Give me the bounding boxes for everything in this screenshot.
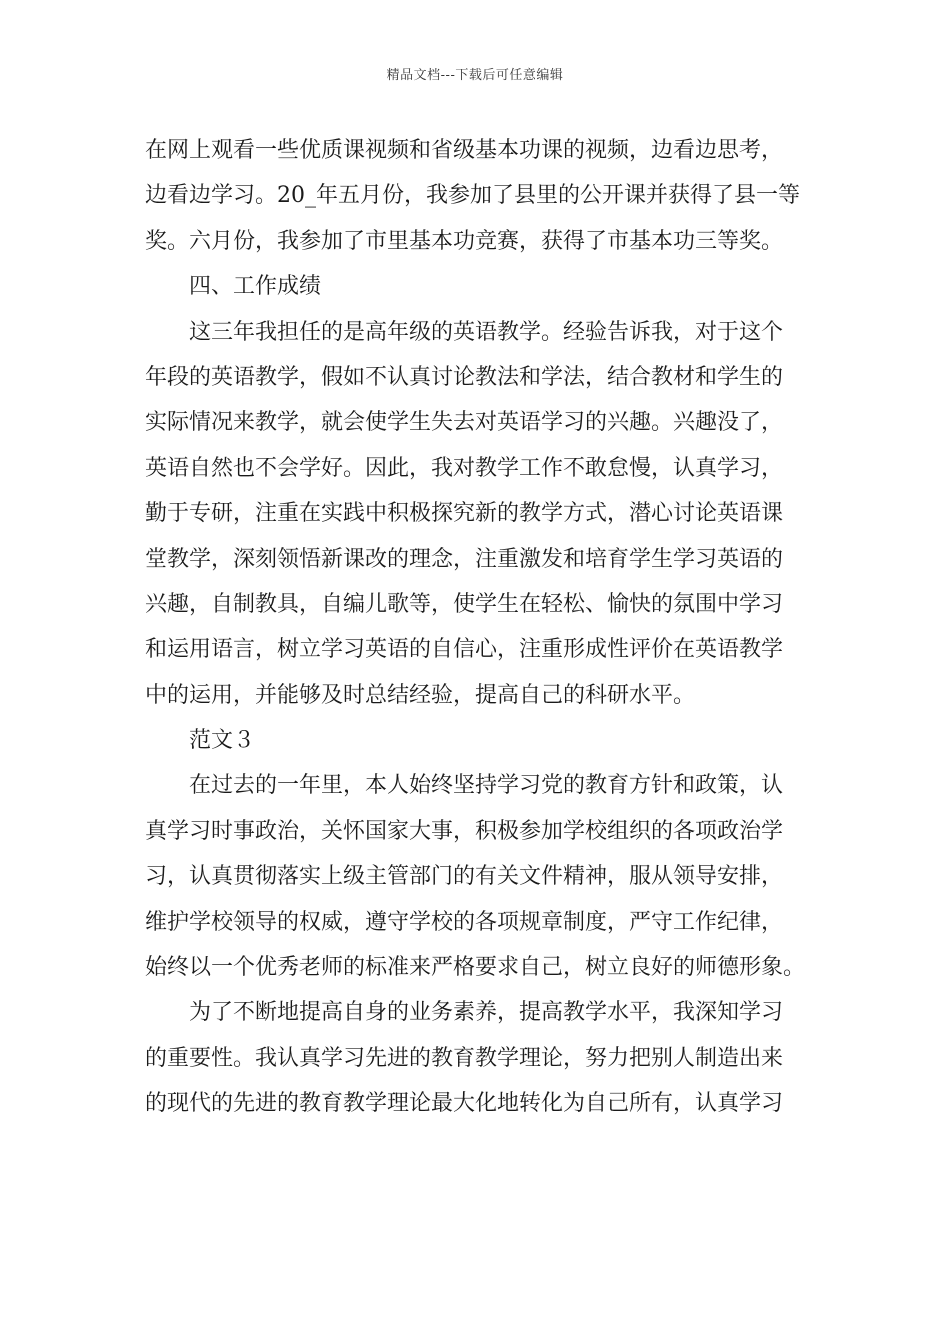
text-line: 范文３ <box>189 728 256 754</box>
page-header: 精品文档---下载后可任意编辑 <box>386 68 564 83</box>
text-line: 边看边学习。20_年五月份，我参加了县里的公开课并获得了县一等 <box>145 183 800 209</box>
text-line: 奖。六月份，我参加了市里基本功竞赛，获得了市基本功三等奖。 <box>145 228 784 254</box>
text-line: 实际情况来教学，就会使学生失去对英语学习的兴趣。兴趣没了， <box>145 410 784 436</box>
text-line: 四、工作成绩 <box>189 274 322 300</box>
text-line: 维护学校领导的权威，遵守学校的各项规章制度，严守工作纪律， <box>145 909 784 935</box>
text-line: 勤于专研，注重在实践中积极探究新的教学方式，潜心讨论英语课 <box>145 501 784 527</box>
text-line: 中的运用，并能够及时总结经验，提高自己的科研水平。 <box>145 682 696 708</box>
text-line: 习，认真贯彻落实上级主管部门的有关文件精神，服从领导安排， <box>145 864 784 890</box>
text-line: 在网上观看一些优质课视频和省级基本功课的视频，边看边思考， <box>145 138 784 163</box>
text-line: 这三年我担任的是高年级的英语教学。经验告诉我，对于这个 <box>189 319 784 345</box>
text-line: 真学习时事政治，关怀国家大事，积极参加学校组织的各项政治学 <box>145 818 784 844</box>
text-line: 在过去的一年里，本人始终坚持学习党的教育方针和政策，认 <box>189 773 784 799</box>
text-line: 英语自然也不会学好。因此，我对教学工作不敢怠慢，认真学习， <box>145 455 784 481</box>
text-line: 兴趣，自制教具，自编儿歌等，使学生在轻松、愉快的氛围中学习 <box>145 591 784 617</box>
text-line: 的现代的先进的教育教学理论最大化地转化为自己所有，认真学习 <box>145 1091 784 1117</box>
text-line: 的重要性。我认真学习先进的教育教学理论，努力把别人制造出来 <box>145 1045 784 1071</box>
text-line: 和运用语言，树立学习英语的自信心，注重形成性评价在英语教学 <box>145 637 784 663</box>
text-line: 为了不断地提高自身的业务素养，提高教学水平，我深知学习 <box>189 1000 784 1026</box>
text-line: 堂教学，深刻领悟新课改的理念，注重激发和培育学生学习英语的 <box>145 546 784 572</box>
document-body <box>145 128 805 1127</box>
text-line: 始终以一个优秀老师的标准来严格要求自己，树立良好的师德形象。 <box>145 955 806 981</box>
text-line: 年段的英语教学，假如不认真讨论教法和学法，结合教材和学生的 <box>145 364 784 390</box>
